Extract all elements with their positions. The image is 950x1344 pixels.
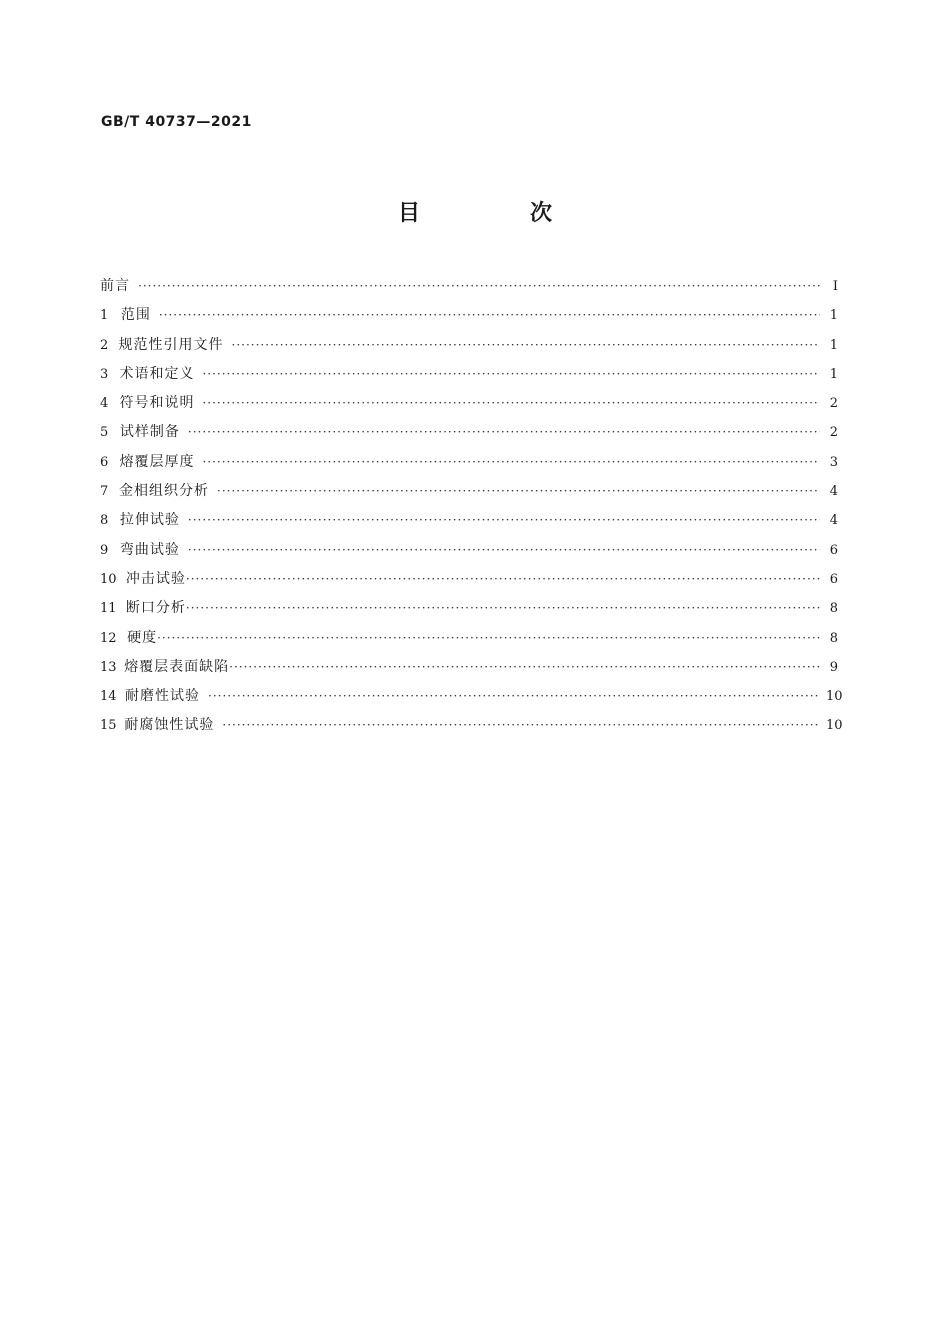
toc-entry-number: 1: [100, 308, 109, 324]
toc-leader-dots: [222, 711, 820, 740]
toc-entry-label: 前言: [100, 278, 130, 294]
toc-entry-page: 1: [829, 366, 838, 382]
toc-entry-number: 8: [100, 513, 109, 529]
toc-entry-label: 冲击试验: [125, 570, 186, 587]
toc-entry-label: 熔覆层表面缺陷: [124, 658, 230, 675]
toc-entry-number: 14: [100, 689, 117, 705]
toc-entry-number: 3: [100, 366, 109, 382]
toc-entry-number: 9: [100, 542, 109, 558]
toc-entry-label: 规范性引用文件: [118, 336, 224, 353]
toc-entry-label: 范围: [120, 307, 151, 324]
toc-leader-dots: [186, 594, 820, 623]
toc-leader-dots: [202, 448, 820, 477]
toc-entry-label: 耐腐蚀性试验: [124, 717, 215, 734]
toc-entry-label: 金相组织分析: [119, 483, 209, 500]
toc-entry-page: 9: [829, 659, 838, 675]
toc-entry-page: 8: [829, 601, 838, 617]
toc-entry-number: 15: [100, 718, 117, 734]
toc-leader-dots: [232, 331, 820, 360]
toc-entry-number: 4: [100, 396, 109, 412]
toc-entry-label: 术语和定义: [119, 365, 195, 382]
toc-entry-page: 1: [829, 337, 838, 353]
toc-entry-13[interactable]: [100, 653, 838, 682]
toc-entry-number: 6: [100, 454, 109, 470]
toc-entry-11[interactable]: [100, 594, 838, 623]
toc-entry-label: 弯曲试验: [119, 541, 180, 558]
toc-entry-5[interactable]: [100, 418, 838, 447]
toc-entry-number: 12: [100, 630, 117, 646]
toc-entry-page: 1: [829, 308, 838, 324]
toc-leader-dots: [229, 653, 820, 682]
toc-entry-8[interactable]: [100, 506, 838, 535]
toc-entry-page: 2: [829, 396, 838, 412]
toc-leader-dots: [186, 565, 820, 594]
toc-leader-dots: [138, 272, 820, 301]
toc-entry-12[interactable]: [100, 624, 838, 653]
toc-entry-page: 10: [826, 718, 843, 734]
toc-entry-7[interactable]: [100, 477, 838, 506]
toc-leader-dots: [208, 682, 820, 711]
toc-entry-number: 11: [100, 601, 117, 617]
toc-leader-dots: [188, 418, 820, 447]
toc-entry-1[interactable]: [100, 301, 838, 330]
toc-entry-page: 6: [829, 571, 838, 587]
toc-entry-page: 4: [829, 484, 838, 500]
toc-entry-number: 10: [100, 571, 117, 587]
toc-leader-dots: [188, 536, 820, 565]
toc-leader-dots: [202, 360, 820, 389]
toc-entry-10[interactable]: [100, 565, 838, 594]
toc-entry-14[interactable]: [100, 682, 843, 711]
toc-entry-foreword[interactable]: [100, 272, 838, 301]
toc-entry-label: 试样制备: [119, 424, 180, 441]
toc-entry-label: 硬度: [127, 629, 158, 646]
toc-entry-page: 2: [829, 425, 838, 441]
toc-entry-6[interactable]: [100, 448, 838, 477]
toc-entry-page: Ⅰ: [832, 279, 838, 294]
toc-entry-number: 5: [100, 425, 109, 441]
toc-entry-label: 熔覆层厚度: [119, 453, 195, 470]
toc-leader-dots: [157, 624, 820, 653]
toc-entry-15[interactable]: [100, 711, 843, 740]
toc-entry-4[interactable]: [100, 389, 838, 418]
toc-entry-label: 符号和说明: [119, 395, 195, 412]
toc-entry-number: 7: [100, 484, 109, 500]
toc-entry-9[interactable]: [100, 536, 838, 565]
document-code: GB/T 40737—2021: [101, 114, 252, 130]
toc-leader-dots: [217, 477, 820, 506]
toc-entry-page: 10: [826, 689, 843, 705]
toc-entry-number: 2: [100, 337, 109, 353]
toc-entry-page: 6: [829, 542, 838, 558]
toc-leader-dots: [188, 506, 820, 535]
toc-leader-dots: [202, 389, 820, 418]
toc-entry-2[interactable]: [100, 331, 838, 360]
toc-entry-label: 断口分析: [125, 600, 186, 617]
toc-entry-page: 3: [829, 454, 838, 470]
toc-entry-label: 拉伸试验: [119, 512, 180, 529]
toc-entry-label: 耐磨性试验: [125, 688, 200, 705]
toc-entry-number: 13: [100, 659, 117, 675]
toc-leader-dots: [159, 301, 820, 330]
toc-title: 目 次: [397, 201, 596, 226]
toc-list: [100, 272, 843, 741]
toc-entry-3[interactable]: [100, 360, 838, 389]
toc-entry-page: 4: [829, 513, 838, 529]
toc-entry-page: 8: [829, 630, 838, 646]
